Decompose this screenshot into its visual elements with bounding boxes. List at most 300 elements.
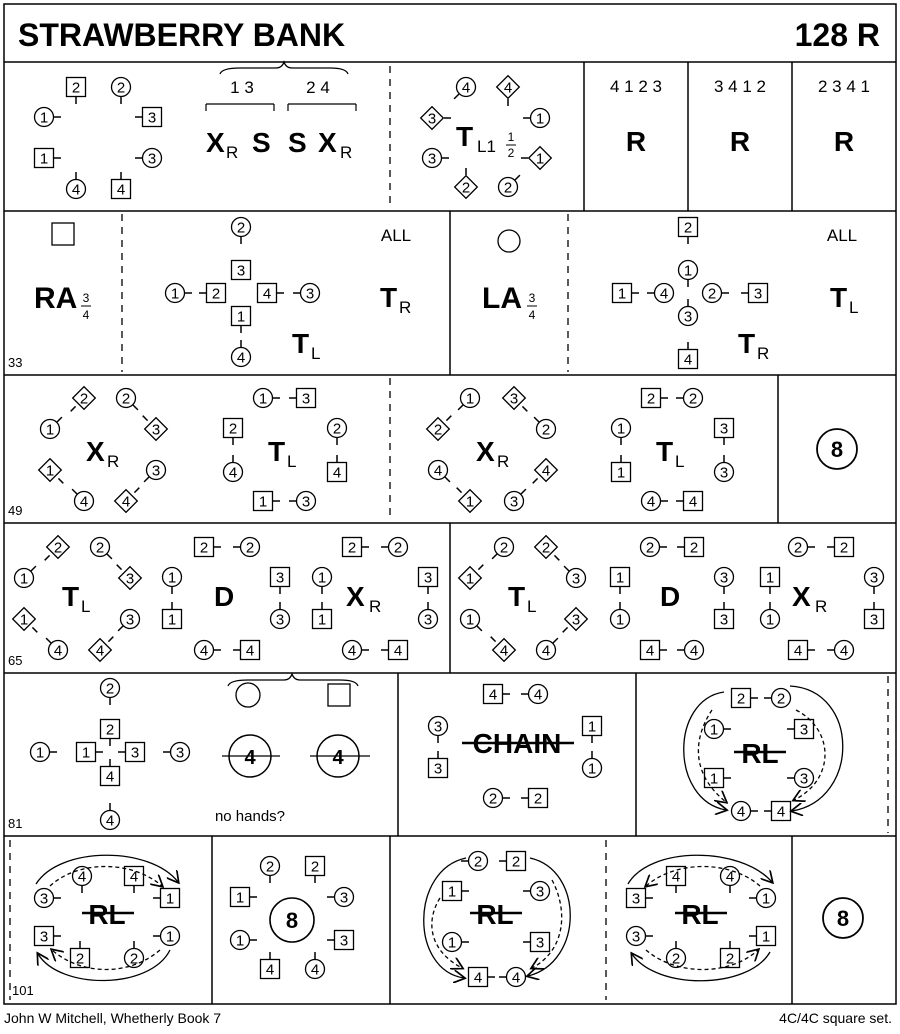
man-1-icon [611, 568, 630, 595]
svg-text:2: 2 [105, 680, 115, 698]
woman-3-icon [423, 149, 450, 168]
eight-label-1: 8 [285, 908, 299, 933]
woman-2-icon [328, 419, 347, 446]
couple-marker-3-icon [563, 608, 588, 633]
svg-text:4: 4 [646, 493, 656, 511]
woman-2-icon [233, 538, 260, 557]
woman-3-icon [505, 489, 526, 510]
woman-1-icon [583, 751, 602, 778]
svg-text:2: 2 [707, 285, 717, 303]
woman-3-icon [523, 882, 550, 901]
eight-label-2: 8 [836, 906, 850, 931]
couple-marker-4-icon [533, 459, 558, 484]
svg-text:3: 3 [236, 262, 246, 280]
svg-text:1: 1 [765, 569, 775, 587]
all-label-1: ALL [380, 226, 412, 245]
svg-text:3: 3 [427, 150, 437, 168]
rl-label-r6-2: RL [476, 899, 514, 930]
couple-marker-3-icon [421, 107, 451, 130]
woman-1-icon [41, 417, 62, 438]
woman-1-icon [749, 889, 776, 908]
r4-s4: R [815, 597, 828, 616]
woman-2-icon [112, 78, 131, 105]
bar-number-101: 101 [12, 983, 34, 998]
svg-text:1: 1 [683, 262, 693, 280]
couple-marker-3-icon [503, 387, 528, 412]
svg-text:1: 1 [709, 770, 719, 788]
turn-right-sub-2: R [757, 344, 770, 363]
svg-text:S: S [288, 127, 307, 158]
man-3-icon [35, 927, 62, 946]
svg-text:4: 4 [95, 642, 105, 660]
man-4-icon [484, 685, 511, 704]
row3-diagrams [39, 387, 734, 513]
svg-text:2: 2 [533, 790, 543, 808]
woman-4-icon [499, 968, 526, 987]
svg-text:4: 4 [541, 642, 551, 660]
group-label-24: 2 4 [306, 78, 330, 97]
svg-text:1: 1 [165, 890, 175, 908]
row5-circle-symbol [236, 683, 260, 707]
woman-4-icon [67, 172, 86, 199]
couple-marker-2-icon [455, 168, 478, 198]
svg-text:1: 1 [167, 611, 177, 629]
svg-text:3: 3 [799, 770, 809, 788]
man-2-icon [642, 389, 669, 408]
woman-4-icon [429, 461, 450, 482]
turn-left-label: T [292, 328, 310, 359]
couple-marker-3-icon [143, 416, 168, 441]
r4-d2: D [660, 581, 681, 612]
couple-marker-3-icon [117, 565, 142, 590]
four-label-2: 4 [332, 747, 344, 769]
svg-text:4: 4 [689, 642, 699, 660]
svg-text:3: 3 [301, 390, 311, 408]
svg-text:4: 4 [116, 181, 126, 199]
man-2-icon [67, 78, 86, 105]
svg-text:1: 1 [465, 390, 475, 408]
woman-1-icon [313, 568, 332, 595]
svg-text:2: 2 [688, 390, 698, 408]
woman-1-icon [231, 931, 258, 950]
rl-label-r5: RL [741, 738, 779, 769]
svg-text:1: 1 [235, 932, 245, 950]
man-1-icon [231, 888, 258, 907]
svg-text:2: 2 [71, 79, 81, 97]
woman-3-icon [118, 610, 139, 631]
svg-text:2: 2 [393, 539, 403, 557]
svg-text:4: 4 [433, 462, 443, 480]
svg-text:3: 3 [719, 420, 729, 438]
svg-text:4: 4 [199, 642, 209, 660]
svg-text:2: 2 [121, 390, 131, 408]
svg-text:3: 3 [339, 932, 349, 950]
svg-text:2: 2 [645, 539, 655, 557]
couple-marker-4-icon [491, 637, 516, 662]
woman-4-icon [72, 489, 93, 510]
r4-s3: L [527, 597, 537, 616]
cross-label-1: X [86, 436, 105, 467]
svg-text:4: 4 [121, 493, 131, 511]
svg-text:2 3 4 1: 2 3 4 1 [818, 77, 870, 96]
svg-text:2: 2 [245, 539, 255, 557]
svg-text:4: 4 [736, 803, 746, 821]
man-4-icon [261, 952, 280, 979]
svg-text:1: 1 [765, 611, 775, 629]
sub-r3-4: L [675, 452, 685, 471]
svg-text:2: 2 [95, 539, 105, 557]
svg-text:1: 1 [615, 569, 625, 587]
footer-formation: 4C/4C square set. [779, 1010, 892, 1026]
man-1-icon [232, 307, 251, 334]
man-2-icon [732, 689, 759, 708]
svg-text:3: 3 [509, 390, 519, 408]
woman-3-icon [163, 743, 190, 762]
woman-3-icon [564, 566, 585, 587]
woman-4-icon [732, 802, 759, 821]
man-2-icon [827, 538, 854, 557]
woman-3-icon [715, 568, 734, 595]
svg-text:3 4 1 2: 3 4 1 2 [714, 77, 766, 96]
svg-text:3: 3 [125, 611, 135, 629]
svg-text:2: 2 [736, 690, 746, 708]
bar-number-81: 81 [8, 816, 23, 831]
turn-left-sub-2: L [849, 298, 859, 317]
svg-text:2: 2 [433, 421, 443, 439]
svg-text:4: 4 [79, 493, 89, 511]
svg-text:R: R [340, 143, 353, 162]
rl-label-r6-3: RL [681, 899, 719, 930]
woman-1-icon [461, 610, 482, 631]
turn-left-label-2: T [830, 282, 848, 313]
no-hands-note: no hands? [214, 808, 286, 825]
svg-text:4: 4 [473, 969, 483, 987]
svg-text:3: 3 [719, 611, 729, 629]
man-2-icon [677, 538, 704, 557]
r4-t2: T [508, 581, 526, 612]
svg-text:4: 4 [71, 181, 81, 199]
svg-text:2: 2 [53, 539, 63, 557]
svg-text:2: 2 [511, 853, 521, 871]
woman-4-icon [521, 685, 548, 704]
svg-text:4: 4 [461, 79, 471, 97]
woman-4-icon [454, 78, 475, 99]
row4-diagrams [13, 536, 884, 662]
turn-sub: L1 [477, 137, 496, 156]
rl-label-r6-1: RL [88, 899, 126, 930]
row5-diagrams [31, 679, 843, 830]
svg-text:1: 1 [616, 420, 626, 438]
man-3-icon [289, 389, 316, 408]
svg-text:3: 3 [275, 611, 285, 629]
man-4-icon [101, 759, 120, 786]
woman-4-icon [677, 641, 704, 660]
man-1-icon [761, 568, 780, 595]
woman-2-icon [461, 852, 488, 871]
svg-text:1: 1 [535, 150, 545, 168]
man-2-icon [101, 720, 120, 747]
turn-left-sub: L [311, 344, 321, 363]
group-label-13: 1 3 [230, 78, 254, 97]
man-3-icon [135, 108, 162, 127]
svg-text:3: 3 [509, 493, 519, 511]
woman-3-icon [627, 927, 654, 946]
svg-text:1: 1 [236, 308, 246, 326]
r4-x2: X [792, 581, 811, 612]
svg-text:2: 2 [499, 539, 509, 557]
svg-text:4: 4 [265, 961, 275, 979]
bar-number-65: 65 [8, 653, 23, 668]
woman-1-icon [705, 720, 732, 739]
svg-text:2: 2 [211, 285, 221, 303]
svg-text:4: 4 [645, 642, 655, 660]
woman-2-icon [125, 941, 144, 968]
couple-marker-1-icon [457, 488, 482, 513]
la-frac-den: 4 [528, 308, 536, 322]
man-1-icon [313, 602, 332, 629]
svg-text:4: 4 [228, 464, 238, 482]
svg-text:3: 3 [427, 110, 437, 128]
svg-text:3: 3 [151, 462, 161, 480]
svg-text:2: 2 [105, 721, 115, 739]
bar-number-33: 33 [8, 355, 23, 370]
couple-marker-4-icon [89, 637, 114, 662]
svg-text:4: 4 [839, 642, 849, 660]
woman-4-icon [306, 952, 325, 979]
woman-1-icon [15, 566, 36, 587]
svg-text:R: R [625, 126, 647, 157]
woman-3-icon [679, 299, 698, 326]
svg-text:1: 1 [761, 928, 771, 946]
couple-marker-2-icon [45, 536, 70, 561]
man-4-icon [469, 968, 496, 987]
man-3-icon [715, 419, 734, 446]
man-2-icon [521, 789, 548, 808]
woman-2-icon [764, 689, 791, 708]
woman-2-icon [232, 218, 251, 245]
man-4-icon [667, 867, 686, 894]
svg-text:3: 3 [535, 934, 545, 952]
svg-text:2: 2 [776, 690, 786, 708]
man-1-icon [163, 602, 182, 629]
svg-text:4: 4 [725, 868, 735, 886]
couple-marker-1-icon [13, 608, 38, 633]
rotate-labels [626, 126, 854, 157]
man-2-icon [499, 852, 526, 871]
svg-text:4: 4 [262, 285, 272, 303]
footer-credit: John W Mitchell, Whetherly Book 7 [4, 1010, 222, 1026]
svg-text:1: 1 [587, 718, 597, 736]
svg-text:1: 1 [235, 889, 245, 907]
woman-2-icon [381, 538, 408, 557]
svg-text:4: 4 [236, 349, 246, 367]
svg-text:3: 3 [151, 421, 161, 439]
svg-text:2: 2 [310, 858, 320, 876]
svg-text:3: 3 [147, 109, 157, 127]
man-4-icon [328, 455, 347, 482]
turn-label-r3-1: T [268, 436, 286, 467]
woman-4-icon [101, 803, 120, 830]
r4-x1: X [346, 581, 365, 612]
woman-3-icon [35, 889, 62, 908]
woman-4-icon [224, 455, 243, 482]
svg-text:1: 1 [258, 493, 268, 511]
man-1-icon [749, 927, 776, 946]
man-3-icon [429, 751, 448, 778]
man-3-icon [523, 933, 550, 952]
couple-marker-2-icon [71, 387, 96, 412]
svg-text:1: 1 [616, 464, 626, 482]
svg-text:2: 2 [683, 219, 693, 237]
woman-1-icon [443, 933, 470, 952]
svg-text:4: 4 [105, 768, 115, 786]
man-1-icon [77, 743, 104, 762]
woman-3-icon [419, 602, 438, 629]
woman-3-icon [289, 492, 316, 511]
woman-3-icon [293, 284, 320, 303]
svg-text:2: 2 [347, 539, 357, 557]
man-1-icon [613, 284, 640, 303]
svg-text:4: 4 [776, 803, 786, 821]
svg-text:3: 3 [433, 718, 443, 736]
svg-text:4 1 2 3: 4 1 2 3 [610, 77, 662, 96]
man-2-icon [195, 538, 222, 557]
svg-text:3: 3 [433, 760, 443, 778]
svg-text:1: 1 [170, 285, 180, 303]
svg-text:3: 3 [631, 890, 641, 908]
la-label: LA [482, 282, 522, 315]
svg-text:S: S [252, 127, 271, 158]
woman-3-icon [787, 769, 814, 788]
svg-text:1: 1 [81, 744, 91, 762]
svg-text:3: 3 [423, 569, 433, 587]
woman-4-icon [537, 638, 558, 659]
svg-text:3: 3 [39, 928, 49, 946]
man-1-icon [35, 149, 62, 168]
svg-text:2: 2 [541, 539, 551, 557]
woman-2-icon [789, 538, 816, 557]
square-symbol [52, 223, 74, 245]
woman-4-icon [46, 638, 67, 659]
svg-text:2: 2 [473, 853, 483, 871]
row6-diagrams [35, 852, 776, 987]
svg-text:R: R [226, 143, 239, 162]
woman-3-icon [271, 602, 290, 629]
woman-3-icon [715, 455, 734, 482]
svg-text:3: 3 [869, 569, 879, 587]
svg-text:2: 2 [725, 950, 735, 968]
svg-text:4: 4 [310, 961, 320, 979]
svg-text:3: 3 [301, 493, 311, 511]
man-3-icon [715, 602, 734, 629]
couple-marker-4-icon [115, 488, 140, 513]
svg-text:3: 3 [535, 883, 545, 901]
chain-label: CHAIN [472, 728, 562, 759]
woman-4-icon [827, 641, 854, 660]
svg-text:2: 2 [671, 950, 681, 968]
man-4-icon [789, 641, 816, 660]
svg-text:4: 4 [533, 686, 543, 704]
man-3-icon [271, 568, 290, 595]
man-2-icon [199, 284, 226, 303]
woman-4-icon [647, 284, 674, 303]
svg-text:4: 4 [683, 351, 693, 369]
man-3-icon [741, 284, 768, 303]
man-2-icon [679, 218, 698, 245]
couple-marker-4-icon [497, 76, 520, 106]
svg-text:2: 2 [79, 390, 89, 408]
man-1-icon [705, 769, 732, 788]
repeat-8-label: 8 [830, 437, 844, 462]
turn-label: T [456, 121, 474, 152]
svg-text:4: 4 [393, 642, 403, 660]
woman-1-icon [153, 927, 180, 946]
man-1-icon [612, 455, 631, 482]
svg-text:4: 4 [53, 642, 63, 660]
four-label-1: 4 [244, 747, 256, 769]
man-1-icon [443, 882, 470, 901]
svg-text:3: 3 [631, 928, 641, 946]
svg-text:3: 3 [719, 464, 729, 482]
ra-frac-den: 4 [82, 308, 90, 322]
r4-t1: T [62, 581, 80, 612]
grid-lines [4, 4, 896, 1004]
svg-text:4: 4 [659, 285, 669, 303]
turn-frac-den: 2 [507, 146, 515, 160]
svg-text:1: 1 [615, 611, 625, 629]
man-4-icon [764, 802, 791, 821]
svg-text:1: 1 [465, 611, 475, 629]
svg-text:2: 2 [75, 950, 85, 968]
svg-text:3: 3 [39, 890, 49, 908]
svg-text:1: 1 [317, 569, 327, 587]
svg-text:3: 3 [869, 611, 879, 629]
man-2-icon [224, 419, 243, 446]
woman-1-icon [612, 419, 631, 446]
man-3-icon [232, 261, 251, 280]
couple-marker-2-icon [535, 536, 560, 561]
group-brace [220, 62, 348, 74]
woman-2-icon [641, 538, 668, 557]
man-4-icon [381, 641, 408, 660]
svg-text:4: 4 [245, 642, 255, 660]
sub-r3-2: L [287, 452, 297, 471]
r4-s1: L [81, 597, 91, 616]
svg-text:1: 1 [587, 760, 597, 778]
svg-text:4: 4 [541, 462, 551, 480]
woman-3-icon [135, 149, 162, 168]
sub-r3-3: R [497, 452, 510, 471]
row5-square-symbol [328, 684, 350, 706]
woman-4-icon [73, 867, 92, 894]
r4-s2: R [369, 597, 382, 616]
sub-r3-1: R [107, 452, 120, 471]
man-4-icon [112, 172, 131, 199]
man-2-icon [343, 538, 370, 557]
man-4-icon [233, 641, 260, 660]
svg-text:1: 1 [447, 934, 457, 952]
woman-1-icon [458, 389, 479, 410]
svg-text:4: 4 [77, 868, 87, 886]
svg-text:4: 4 [499, 642, 509, 660]
svg-text:3: 3 [130, 744, 140, 762]
woman-2-icon [499, 175, 520, 196]
svg-text:X: X [206, 127, 225, 158]
svg-text:3: 3 [125, 570, 135, 588]
man-3-icon [787, 720, 814, 739]
move-xr-s-s-xr [206, 127, 352, 162]
svg-text:X: X [318, 127, 337, 158]
